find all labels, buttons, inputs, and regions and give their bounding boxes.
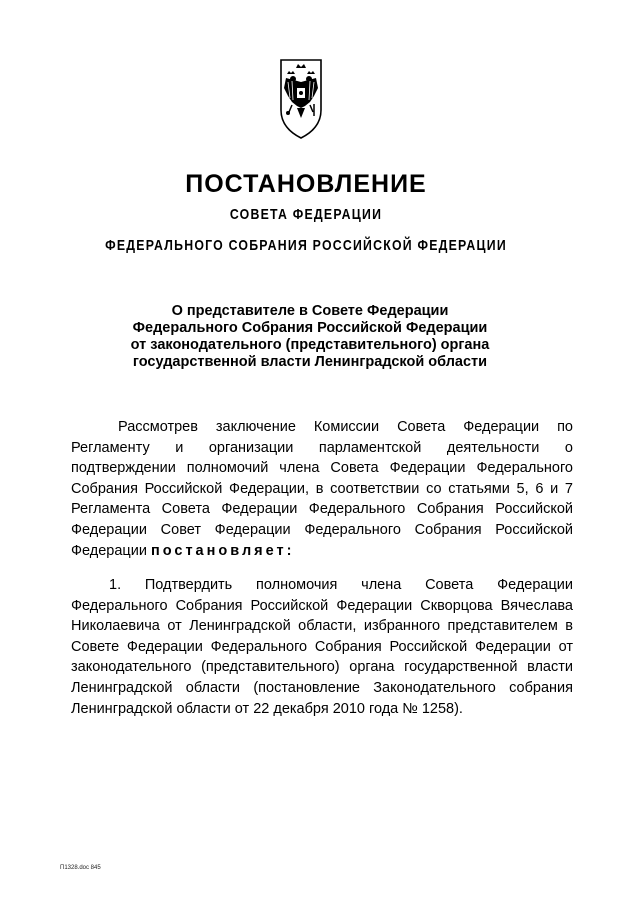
heading-line: от законодательного (представительного) органа [130, 337, 490, 353]
document-subtitle-line2: ФЕДЕРАЛЬНОГО СОБРАНИЯ РОССИЙСКОЙ ФЕДЕРАЦИИ [105, 237, 507, 254]
preamble-paragraph [71, 417, 573, 561]
decree-word: постановляет: [150, 542, 295, 559]
preamble-text: Рассмотрев заключение Комиссии Совета Федерации по Регламенту и организации парламентской деятельности о подтверждении полномочий члена Совета Федерации Федерального Собрания Российской Федерации, в соответствии со статьями 5, 6 и 7 Регламента Совета Федерации Федерального Собрания Российской Федерации Совет Федерации Федерального Собрания Российской Федерации [71, 419, 573, 559]
document-code-footer: П1328.doc 845 [60, 865, 101, 871]
document-title: ПОСТАНОВЛЕНИЕ [185, 170, 427, 198]
clause-paragraph-1: 1. Подтвердить полномочия члена Совета Федерации Федерального Собрания Российской Федерации Скворцова Вячеслава Николаевича от Ленинградской области, избранного представителем в Совете Федерации Федерального Собрания Российской Федерации от законодательного (представительного) органа государственной власти Ленинградской области (постановление Законодательного собрания Ленинградской области от 22 декабря 2010 года № 1258). [71, 577, 573, 717]
heading-line: государственной власти Ленинградской области [132, 354, 488, 370]
resolution-heading [60, 303, 560, 371]
coat-of-arms-emblem [278, 58, 324, 140]
document-subtitle-line1: СОВЕТА ФЕДЕРАЦИИ [229, 206, 383, 223]
heading-line: О представителе в Совете Федерации [171, 303, 449, 319]
heading-line: Федерального Собрания Российской Федерации [132, 320, 488, 336]
